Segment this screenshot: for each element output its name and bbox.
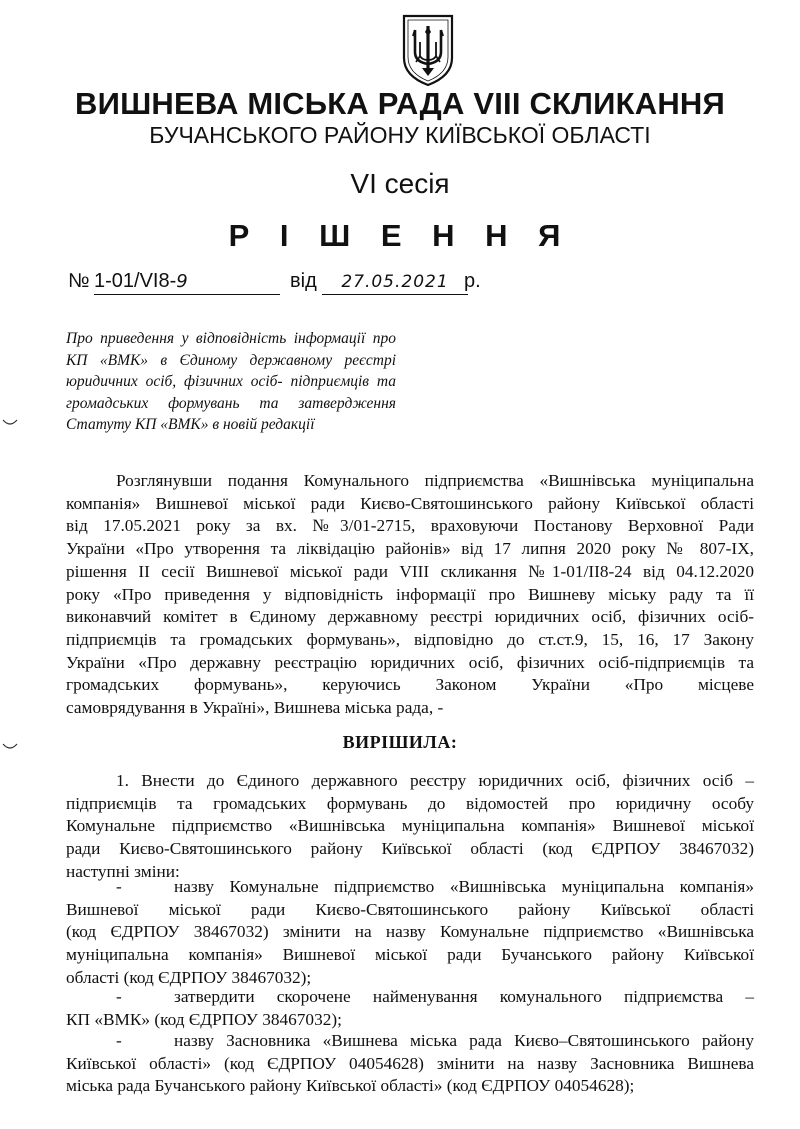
council-subtitle: БУЧАНСЬКОГО РАЙОНУ КИЇВСЬКОЇ ОБЛАСТІ <box>149 122 651 148</box>
item-line: ради Києво-Святошинського району Київської області (код ЄДРПОУ 38467032) <box>66 839 754 859</box>
subject-line: підприємців та громадських формувань та <box>66 373 396 412</box>
item-line: підприємців та громадських формувань до відомостей про юридичну особу <box>66 793 754 813</box>
number-prefix: № <box>68 270 90 292</box>
session-label: VI сесія <box>350 168 450 199</box>
preamble-line: виконавчий комітет в Єдиному державному реєстрі юридичних осіб, фізичних осіб- <box>66 607 754 627</box>
decision-number-handwritten: 9 <box>176 271 188 292</box>
bullet-line: Вишневої міської ради Києво-Святошинського району Київської області <box>66 899 754 919</box>
preamble-paragraph <box>66 470 754 720</box>
trident-emblem-icon <box>398 12 458 88</box>
preamble-line: рішення ІІ сесії Вишневої міської ради VIII скликання №1-01/ІІ8-24 від 04.12.2020 <box>66 561 754 581</box>
preamble-line: України «Про утворення та ліквідацію районів» від 17 липня 2020 року № 807-ІХ, <box>66 539 754 559</box>
from-label: від <box>290 270 317 292</box>
bullet-line: затвердити скорочене найменування комунального підприємства – <box>174 987 754 1006</box>
preamble-line: підприємців та громадських формувань», відповідно до ст.ст.9, 15, 16, 17 Закону <box>66 629 754 649</box>
change-bullet-3 <box>66 1030 754 1098</box>
bullet-line: (код ЄДРПОУ 38467032) змінити на назву Комунальне підприємство «Вишнівська <box>66 922 754 942</box>
preamble-line: компанія» Вишневої міської ради Києво-Святошинського району Київської області <box>66 493 754 513</box>
decision-number-line <box>68 270 668 300</box>
subject-line: про КП «ВМК» в Єдиному державному <box>66 330 396 369</box>
hole-punch-mark <box>2 418 18 428</box>
decision-date-handwritten: 27.05.2021 <box>341 272 449 292</box>
item-line: наступні зміни: <box>66 861 180 881</box>
council-title: ВИШНЕВА МІСЬКА РАДА VIII СКЛИКАННЯ <box>75 86 725 121</box>
bullet-line: муніципальна компанія» Вишневої міської ради Бучанського району Київської <box>66 945 754 965</box>
item-line: 1. Внести до Єдиного державного реєстру юридичних осіб, фізичних осіб – <box>116 771 754 790</box>
bullet-line: Київської області» (код ЄДРПОУ 04054628) змінити на назву Засновника Вишнева <box>66 1053 754 1073</box>
hole-punch-mark <box>2 742 18 752</box>
bullet-line: КП «ВМК» (код ЄДРПОУ 38467032); <box>66 1009 342 1029</box>
change-bullet-2 <box>66 986 754 1031</box>
preamble-line: року «Про приведення у відповідність інформації про Вишневу міську раду та її <box>66 584 754 604</box>
preamble-line: громадських формувань», керуючись Законом України «Про місцеве <box>66 675 754 695</box>
preamble-line: самоврядування в Україні», Вишнева міська рада, - <box>66 698 444 718</box>
bullet-line: міська рада Бучанського району Київської області» (код ЄДРПОУ 04054628); <box>66 1076 635 1096</box>
subject-line: новій редакції <box>222 416 315 433</box>
item-line: Комунальне підприємство «Вишнівська муніципальна компанія» Вишневої міської <box>66 816 754 836</box>
subject-line: Про приведення у відповідність інформації <box>66 330 366 347</box>
bullet-dash: - <box>116 987 122 1006</box>
preamble-line: Розглянувши подання Комунального підприємства «Вишнівська муніципальна <box>116 471 754 490</box>
bullet-dash: - <box>116 1031 122 1050</box>
decision-subject <box>66 328 396 436</box>
bullet-line: області (код ЄДРПОУ 38467032); <box>66 967 312 987</box>
bullet-line: назву Комунальне підприємство «Вишнівська муніципальна компанія» <box>174 877 754 896</box>
decision-date-field <box>322 270 468 295</box>
resolution-item-1 <box>66 770 754 884</box>
year-suffix: р. <box>464 270 481 292</box>
change-bullet-1 <box>66 876 754 990</box>
preamble-line: України «Про державну реєстрацію юридичних осіб, фізичних осіб-підприємців та <box>66 652 754 672</box>
document-type-title: Р І Ш Е Н Н Я <box>228 218 572 253</box>
preamble-line: від 17.05.2021 року за вх. №3/01-2715, враховуючи Постанову Верховної Ради <box>66 516 754 536</box>
decision-number: 1-01/VI8- <box>94 270 177 292</box>
subject-line: затвердження Статуту КП «ВМК» в <box>66 394 396 433</box>
subject-line: реєстрі юридичних осіб, фізичних осіб- <box>66 351 397 390</box>
decision-number-field <box>94 270 280 295</box>
bullet-line: назву Засновника «Вишнева міська рада Києво–Святошинського району <box>174 1031 754 1050</box>
resolved-heading: ВИРІШИЛА: <box>342 732 458 752</box>
bullet-dash: - <box>116 877 122 896</box>
